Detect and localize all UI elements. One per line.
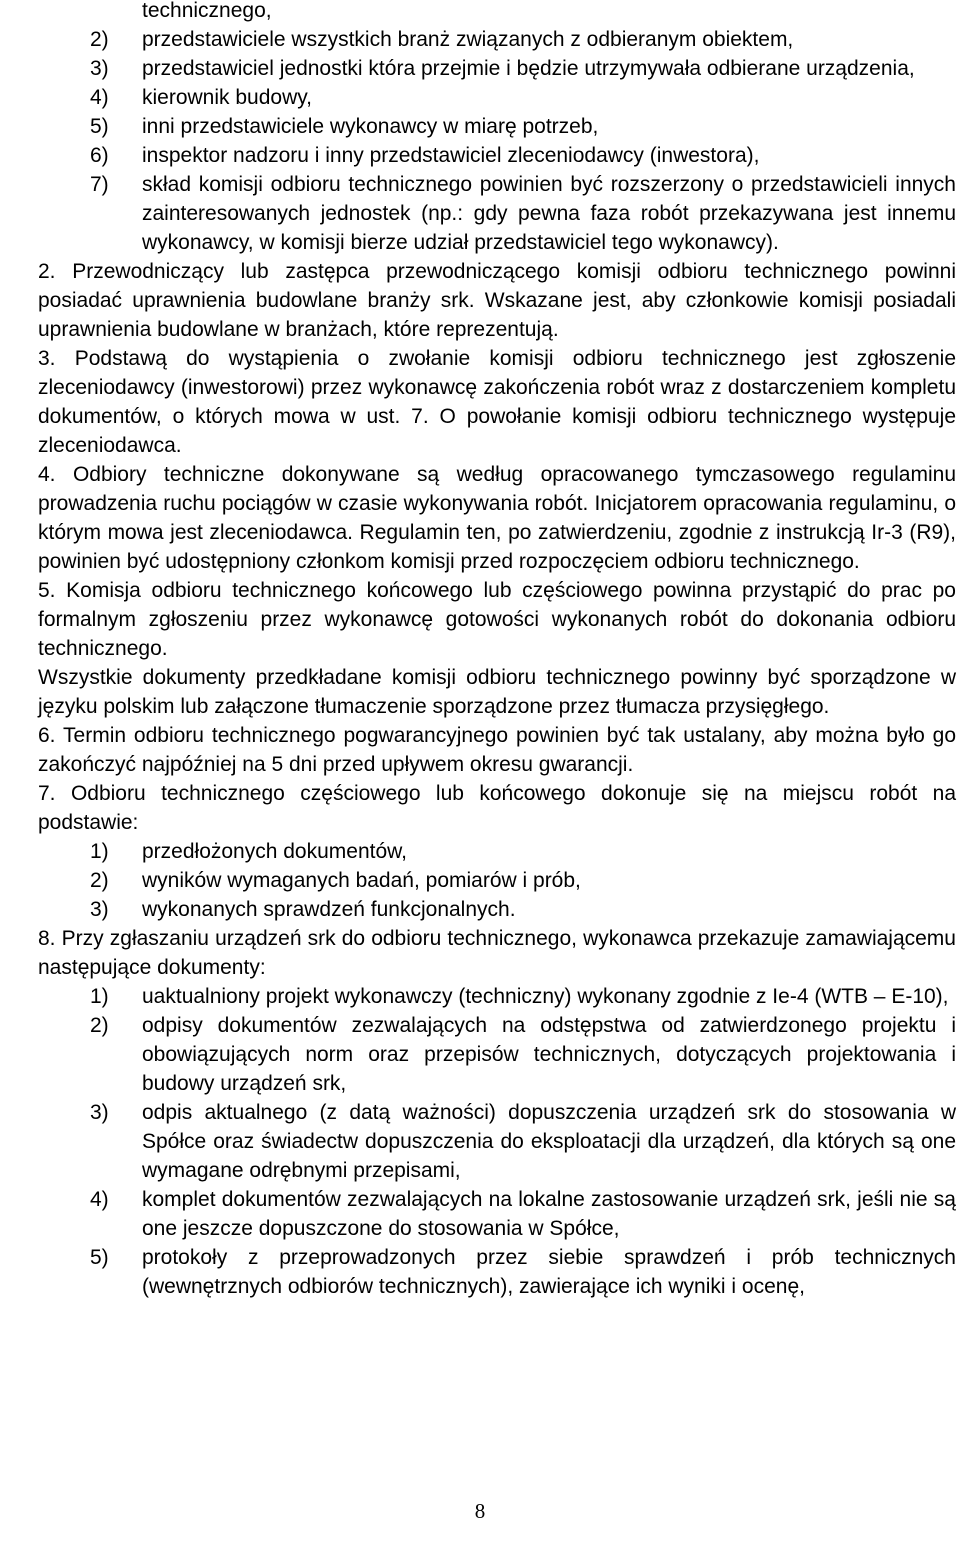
list-item [90, 83, 956, 112]
section-text: Termin odbioru technicznego pogwarancyjnego powinien być tak ustalany, aby można było go zakończyć najpóźniej na 5 dni przed upływem okresu gwarancji. [38, 724, 956, 776]
section-number: 4. [38, 463, 56, 486]
list-item-number: 1) [90, 840, 109, 863]
list-item-number [90, 0, 142, 25]
list-item-number: 5) [90, 1246, 109, 1269]
section-text: Przewodniczący lub zastępca przewodniczącego komisji odbioru technicznego powinni posiadać uprawnienia budowlane branży srk. Wskazane jest, aby członkowie komisji posiadali uprawnienia budowlane w branżach, które reprezentują. [38, 260, 956, 341]
list-item-text: odpisy dokumentów zezwalających na odstępstwa od zatwierdzonego projektu i obowiązujących norm oraz przepisów technicznych, dotyczących projektowania i budowy urządzeń srk, [142, 1014, 956, 1095]
section-3 [38, 344, 956, 460]
list-item-number: 6) [90, 144, 109, 167]
list-item-text: protokoły z przeprowadzonych przez siebie sprawdzeń i prób technicznych (wewnętrznych odbiorów technicznych), zawierające ich wyniki i ocenę, [142, 1246, 956, 1298]
list-item [90, 1098, 956, 1185]
section-5 [38, 576, 956, 663]
list-item [90, 25, 956, 54]
list-item [90, 1011, 956, 1098]
section-7 [38, 779, 956, 837]
list-item-text: kierownik budowy, [142, 86, 313, 109]
section-6 [38, 721, 956, 779]
list-item [90, 895, 956, 924]
section-2 [38, 257, 956, 344]
list-item-text: inspektor nadzoru i inny przedstawiciel zleceniodawcy (inwestora), [142, 144, 760, 167]
section-text: Odbiory techniczne dokonywane są według opracowanego tymczasowego regulaminu prowadzenia ruchu pociągów w czasie wykonywania robót. Inicjatorem opracowania regulaminu, o którym mowa jest zleceniodawca. Regulamin ten, po zatwierdzeniu, zgodnie z instrukcją Ir-3 (R9), powinien być udostępniony członkom komisji przed rozpoczęciem odbioru technicznego. [38, 463, 956, 573]
list-item-number: 1) [90, 985, 109, 1008]
section-number: 5. [38, 579, 56, 602]
list-item-text: uaktualniony projekt wykonawczy (techniczny) wykonany zgodnie z Ie-4 (WTB – E-10), [142, 985, 949, 1008]
list-item [90, 1185, 956, 1243]
list-item-number: 4) [90, 86, 109, 109]
list-item-number: 2) [90, 1014, 109, 1037]
section-number: 6. [38, 724, 56, 747]
list-item [90, 837, 956, 866]
list-item [90, 866, 956, 895]
top-list [38, 0, 956, 257]
list-item-text: technicznego, [142, 0, 272, 22]
list-item-text: przedstawiciel jednostki która przejmie i będzie utrzymywała odbierane urządzenia, [142, 57, 915, 80]
page-number: 8 [474, 1499, 486, 1523]
section-number: 3. [38, 347, 56, 370]
section-text: Przy zgłaszaniu urządzeń srk do odbioru technicznego, wykonawca przekazuje zamawiającemu następujące dokumenty: [38, 927, 956, 979]
list-item [90, 170, 956, 257]
list-item [90, 0, 956, 25]
section-number: 8. [38, 927, 56, 950]
list-item-number: 3) [90, 1101, 109, 1124]
list-item-number: 5) [90, 115, 109, 138]
section-text: Odbioru technicznego częściowego lub końcowego dokonuje się na miejscu robót na podstawie: [38, 782, 956, 834]
list-item-number: 4) [90, 1188, 109, 1211]
list-item-number: 2) [90, 869, 109, 892]
list-item-number: 3) [90, 898, 109, 921]
section-8 [38, 924, 956, 982]
section-5-extra [38, 663, 956, 721]
list-item-text: skład komisji odbioru technicznego powinien być rozszerzony o przedstawicieli innych zainteresowanych jednostek (np.: gdy pewna faza robót przekazywana jest innemu wykonawcy, w komisji bierze udział przedstawiciel tego wykonawcy). [142, 173, 956, 254]
section-7-list [38, 837, 956, 924]
section-4 [38, 460, 956, 576]
section-8-list [38, 982, 956, 1301]
section-number: 7. [38, 782, 56, 805]
list-item-text: przedstawiciele wszystkich branż związanych z odbieranym obiektem, [142, 28, 794, 51]
section-text: Wszystkie dokumenty przedkładane komisji odbioru technicznego powinny być sporządzone w języku polskim lub załączone tłumaczenie sporządzone przez tłumacza przysięgłego. [38, 666, 956, 718]
list-item-text: przedłożonych dokumentów, [142, 840, 407, 863]
list-item-number: 2) [90, 28, 109, 51]
section-text: Komisja odbioru technicznego końcowego lub częściowego powinna przystąpić do prac po formalnym zgłoszeniu przez wykonawcę gotowości wykonanych robót do dokonania odbioru technicznego. [38, 579, 956, 660]
list-item [90, 1243, 956, 1301]
list-item-text: komplet dokumentów zezwalających na lokalne zastosowanie urządzeń srk, jeśli nie są one jeszcze dopuszczone do stosowania w Spółce, [142, 1188, 956, 1240]
list-item-text: wyników wymaganych badań, pomiarów i prób, [142, 869, 581, 892]
list-item [90, 982, 956, 1011]
list-item-text: wykonanych sprawdzeń funkcjonalnych. [142, 898, 516, 921]
list-item-text: odpis aktualnego (z datą ważności) dopuszczenia urządzeń srk do stosowania w Spółce oraz świadectw dopuszczenia do eksploatacji dla urządzeń, dla których są one wymagane odrębnymi przepisami, [142, 1101, 956, 1182]
list-item [90, 54, 956, 83]
list-item [90, 112, 956, 141]
list-item-number: 7) [90, 173, 109, 196]
section-text: Podstawą do wystąpienia o zwołanie komisji odbioru technicznego jest zgłoszenie zleceniodawcy (inwestorowi) przez wykonawcę zakończenia robót wraz z dostarczeniem kompletu dokumentów, o których mowa w ust. 7. O powołanie komisji odbioru technicznego występuje zleceniodawca. [38, 347, 956, 457]
section-number: 2. [38, 260, 56, 283]
list-item-number: 3) [90, 57, 109, 80]
list-item-text: inni przedstawiciele wykonawcy w miarę potrzeb, [142, 115, 599, 138]
list-item [90, 141, 956, 170]
